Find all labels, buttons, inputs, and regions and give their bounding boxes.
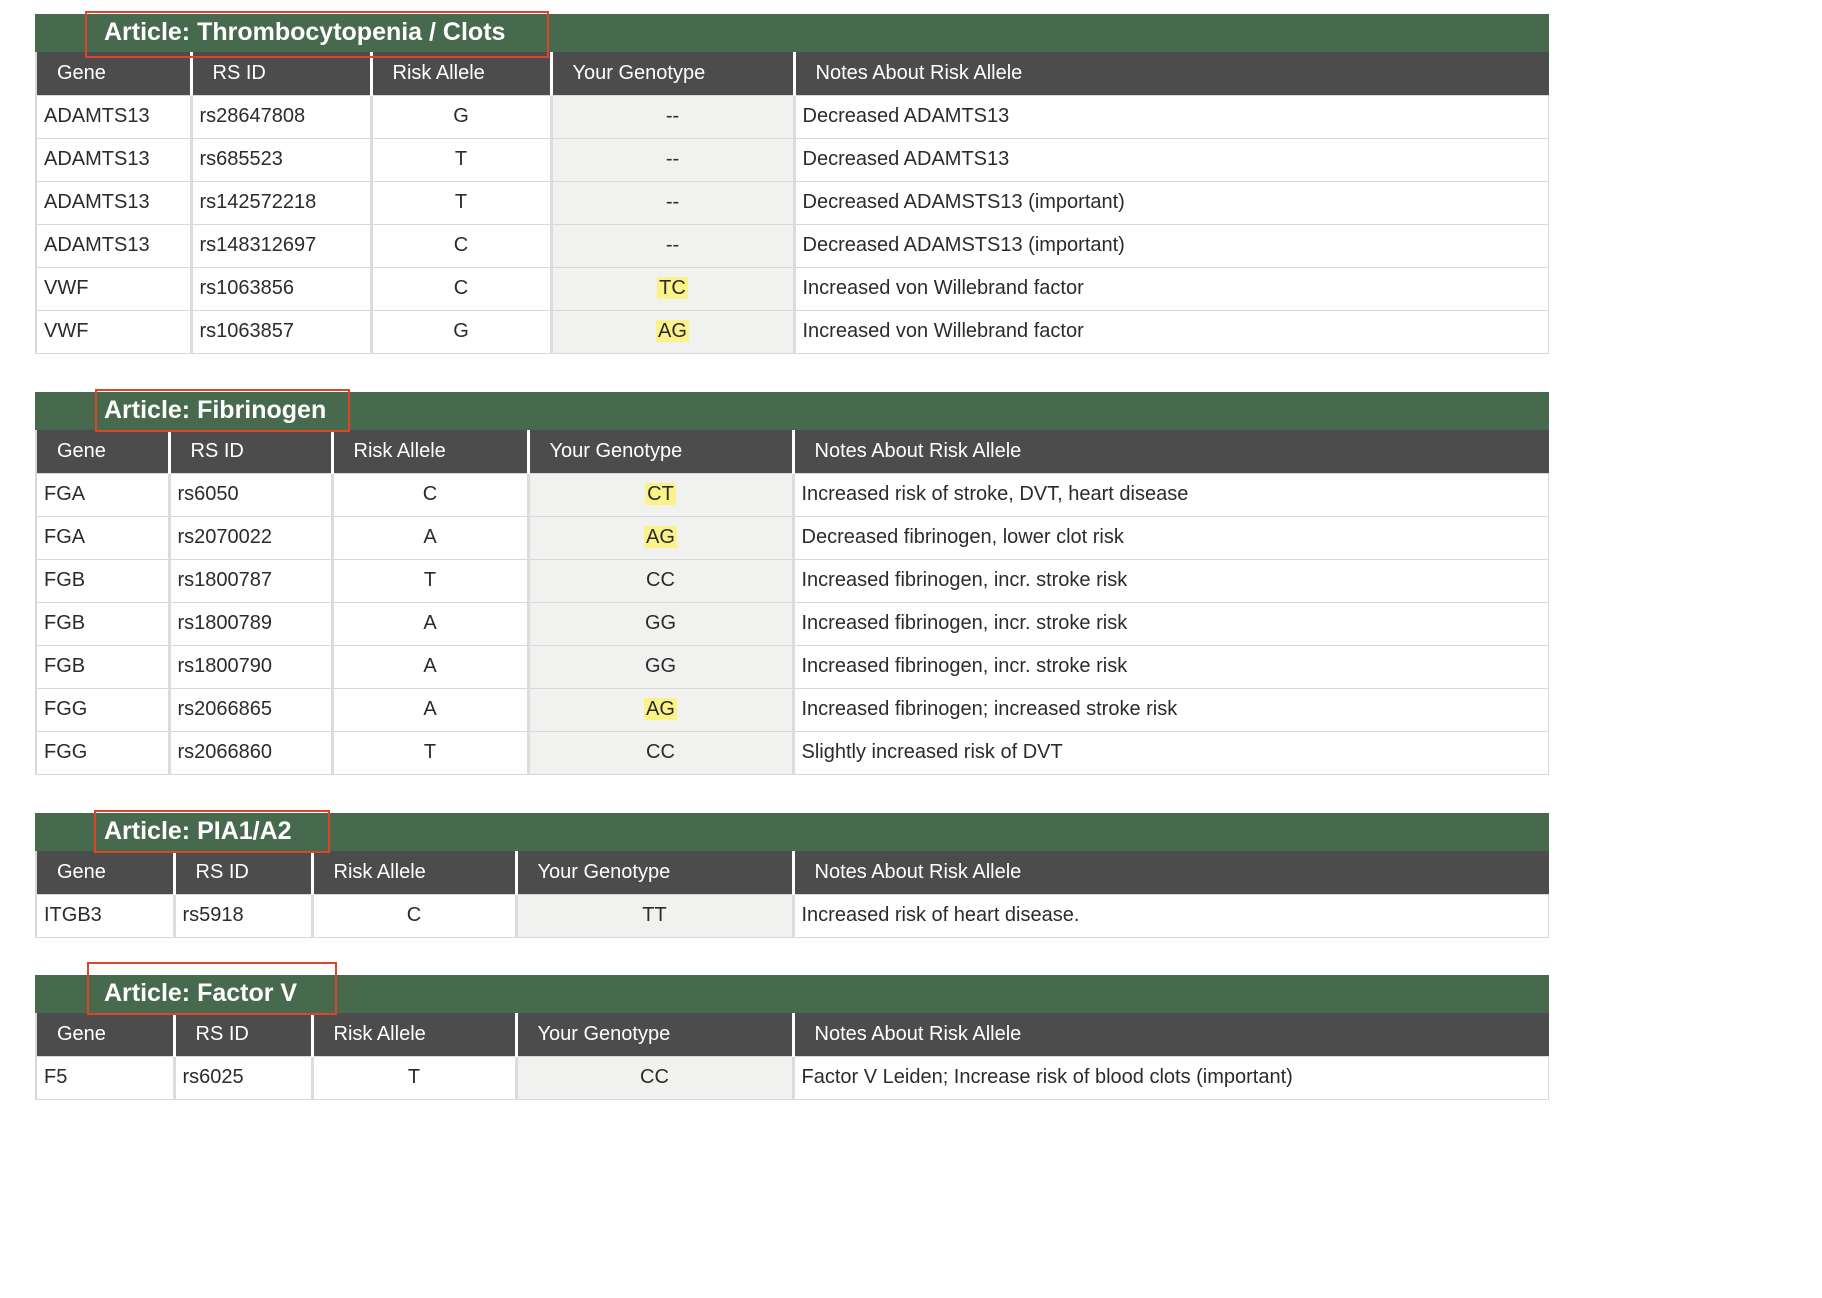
risk-allele-cell: T xyxy=(371,138,551,181)
risk-allele-cell: A xyxy=(332,645,528,688)
genotype-highlight: CT xyxy=(647,483,674,505)
rsid-cell: rs1063857 xyxy=(191,310,371,353)
rsid-cell: rs6050 xyxy=(169,473,332,516)
rsid-cell: rs685523 xyxy=(191,138,371,181)
article-title[interactable]: Article: PIA1/A2 xyxy=(104,817,292,845)
genotype-table xyxy=(35,851,1549,938)
notes-cell: Decreased ADAMTS13 xyxy=(794,95,1549,138)
table-row xyxy=(36,224,1549,267)
column-header-risk-allele: Risk Allele xyxy=(312,1013,516,1056)
risk-allele-cell: C xyxy=(371,267,551,310)
risk-allele-cell: C xyxy=(371,224,551,267)
your-genotype-cell: CC xyxy=(528,731,793,774)
risk-allele-cell: A xyxy=(332,688,528,731)
column-header-rsid: RS ID xyxy=(191,52,371,95)
column-header-your-genotype: Your Genotype xyxy=(551,52,794,95)
notes-cell: Increased risk of stroke, DVT, heart disease xyxy=(793,473,1549,516)
notes-cell: Decreased ADAMSTS13 (important) xyxy=(794,181,1549,224)
your-genotype-cell xyxy=(528,688,793,731)
your-genotype-cell: -- xyxy=(551,95,794,138)
rsid-cell: rs148312697 xyxy=(191,224,371,267)
column-header-your-genotype: Your Genotype xyxy=(516,851,793,894)
table-row xyxy=(36,731,1549,774)
risk-allele-cell: T xyxy=(312,1056,516,1099)
table-body xyxy=(36,473,1549,774)
your-genotype-cell: GG xyxy=(528,602,793,645)
risk-allele-cell: T xyxy=(332,731,528,774)
rsid-cell: rs142572218 xyxy=(191,181,371,224)
your-genotype-cell: -- xyxy=(551,181,794,224)
table-row xyxy=(36,267,1549,310)
column-header-risk-allele: Risk Allele xyxy=(312,851,516,894)
rsid-cell: rs2066860 xyxy=(169,731,332,774)
column-header-gene: Gene xyxy=(36,52,191,95)
notes-cell: Decreased ADAMSTS13 (important) xyxy=(794,224,1549,267)
table-row xyxy=(36,516,1549,559)
column-header-notes: Notes About Risk Allele xyxy=(793,851,1549,894)
rsid-cell: rs6025 xyxy=(174,1056,312,1099)
risk-allele-cell: T xyxy=(371,181,551,224)
notes-cell: Increased fibrinogen, incr. stroke risk xyxy=(793,602,1549,645)
your-genotype-cell: CC xyxy=(528,559,793,602)
column-header-rsid: RS ID xyxy=(169,430,332,473)
notes-cell: Decreased ADAMTS13 xyxy=(794,138,1549,181)
notes-cell: Increased fibrinogen; increased stroke risk xyxy=(793,688,1549,731)
annotation-box xyxy=(95,389,350,432)
gene-cell: ADAMTS13 xyxy=(36,95,191,138)
table-row xyxy=(36,138,1549,181)
column-header-your-genotype: Your Genotype xyxy=(528,430,793,473)
genotype-highlight: AG xyxy=(658,320,687,342)
rsid-cell: rs1800787 xyxy=(169,559,332,602)
table-row xyxy=(36,688,1549,731)
gene-cell: VWF xyxy=(36,310,191,353)
your-genotype-cell: CC xyxy=(516,1056,793,1099)
notes-cell: Increased von Willebrand factor xyxy=(794,267,1549,310)
rsid-cell: rs28647808 xyxy=(191,95,371,138)
gene-cell: FGG xyxy=(36,731,169,774)
table-header-row xyxy=(36,52,1549,95)
column-header-rsid: RS ID xyxy=(174,1013,312,1056)
rsid-cell: rs2066865 xyxy=(169,688,332,731)
table-body xyxy=(36,894,1549,937)
gene-cell: FGA xyxy=(36,516,169,559)
column-header-rsid: RS ID xyxy=(174,851,312,894)
notes-cell: Factor V Leiden; Increase risk of blood clots (important) xyxy=(793,1056,1549,1099)
notes-cell: Increased von Willebrand factor xyxy=(794,310,1549,353)
gene-cell: ITGB3 xyxy=(36,894,174,937)
table-body xyxy=(36,95,1549,353)
your-genotype-cell xyxy=(551,310,794,353)
table-row xyxy=(36,473,1549,516)
notes-cell: Slightly increased risk of DVT xyxy=(793,731,1549,774)
genotype-table xyxy=(35,1013,1549,1100)
notes-cell: Increased fibrinogen, incr. stroke risk xyxy=(793,559,1549,602)
gene-cell: FGB xyxy=(36,602,169,645)
rsid-cell: rs2070022 xyxy=(169,516,332,559)
table-header-row xyxy=(36,430,1549,473)
gene-cell: ADAMTS13 xyxy=(36,138,191,181)
column-header-risk-allele: Risk Allele xyxy=(371,52,551,95)
gene-cell: FGG xyxy=(36,688,169,731)
article-title[interactable]: Article: Factor V xyxy=(104,979,298,1007)
your-genotype-cell xyxy=(551,267,794,310)
notes-cell: Increased fibrinogen, incr. stroke risk xyxy=(793,645,1549,688)
table-row xyxy=(36,181,1549,224)
gene-cell: ADAMTS13 xyxy=(36,224,191,267)
column-header-your-genotype: Your Genotype xyxy=(516,1013,793,1056)
article-title[interactable]: Article: Fibrinogen xyxy=(104,396,327,424)
rsid-cell: rs1800789 xyxy=(169,602,332,645)
notes-cell: Increased risk of heart disease. xyxy=(793,894,1549,937)
genotype-highlight: TC xyxy=(659,277,686,299)
table-header-row xyxy=(36,851,1549,894)
column-header-gene: Gene xyxy=(36,430,169,473)
your-genotype-cell: GG xyxy=(528,645,793,688)
table-body xyxy=(36,1056,1549,1099)
genotype-table xyxy=(35,430,1549,775)
risk-allele-cell: A xyxy=(332,602,528,645)
column-header-gene: Gene xyxy=(36,851,174,894)
annotation-box xyxy=(87,962,337,1015)
risk-allele-cell: A xyxy=(332,516,528,559)
risk-allele-cell: C xyxy=(332,473,528,516)
risk-allele-cell: G xyxy=(371,310,551,353)
your-genotype-cell: TT xyxy=(516,894,793,937)
notes-cell: Decreased fibrinogen, lower clot risk xyxy=(793,516,1549,559)
risk-allele-cell: C xyxy=(312,894,516,937)
your-genotype-cell xyxy=(528,516,793,559)
rsid-cell: rs5918 xyxy=(174,894,312,937)
genotype-highlight: AG xyxy=(646,698,675,720)
gene-cell: FGB xyxy=(36,559,169,602)
table-row xyxy=(36,894,1549,937)
gene-cell: FGB xyxy=(36,645,169,688)
gene-cell: F5 xyxy=(36,1056,174,1099)
column-header-risk-allele: Risk Allele xyxy=(332,430,528,473)
column-header-notes: Notes About Risk Allele xyxy=(793,430,1549,473)
rsid-cell: rs1800790 xyxy=(169,645,332,688)
genotype-highlight: AG xyxy=(646,526,675,548)
your-genotype-cell xyxy=(528,473,793,516)
risk-allele-cell: G xyxy=(371,95,551,138)
your-genotype-cell: -- xyxy=(551,224,794,267)
article-title[interactable]: Article: Thrombocytopenia / Clots xyxy=(104,18,506,46)
column-header-notes: Notes About Risk Allele xyxy=(794,52,1549,95)
table-header-row xyxy=(36,1013,1549,1056)
your-genotype-cell: -- xyxy=(551,138,794,181)
gene-cell: ADAMTS13 xyxy=(36,181,191,224)
table-row xyxy=(36,602,1549,645)
gene-cell: FGA xyxy=(36,473,169,516)
genotype-table xyxy=(35,52,1549,354)
rsid-cell: rs1063856 xyxy=(191,267,371,310)
risk-allele-cell: T xyxy=(332,559,528,602)
table-row xyxy=(36,310,1549,353)
table-row xyxy=(36,559,1549,602)
table-row xyxy=(36,95,1549,138)
gene-cell: VWF xyxy=(36,267,191,310)
table-row xyxy=(36,645,1549,688)
annotation-box xyxy=(85,11,549,58)
column-header-gene: Gene xyxy=(36,1013,174,1056)
table-row xyxy=(36,1056,1549,1099)
column-header-notes: Notes About Risk Allele xyxy=(793,1013,1549,1056)
annotation-box xyxy=(94,810,330,853)
